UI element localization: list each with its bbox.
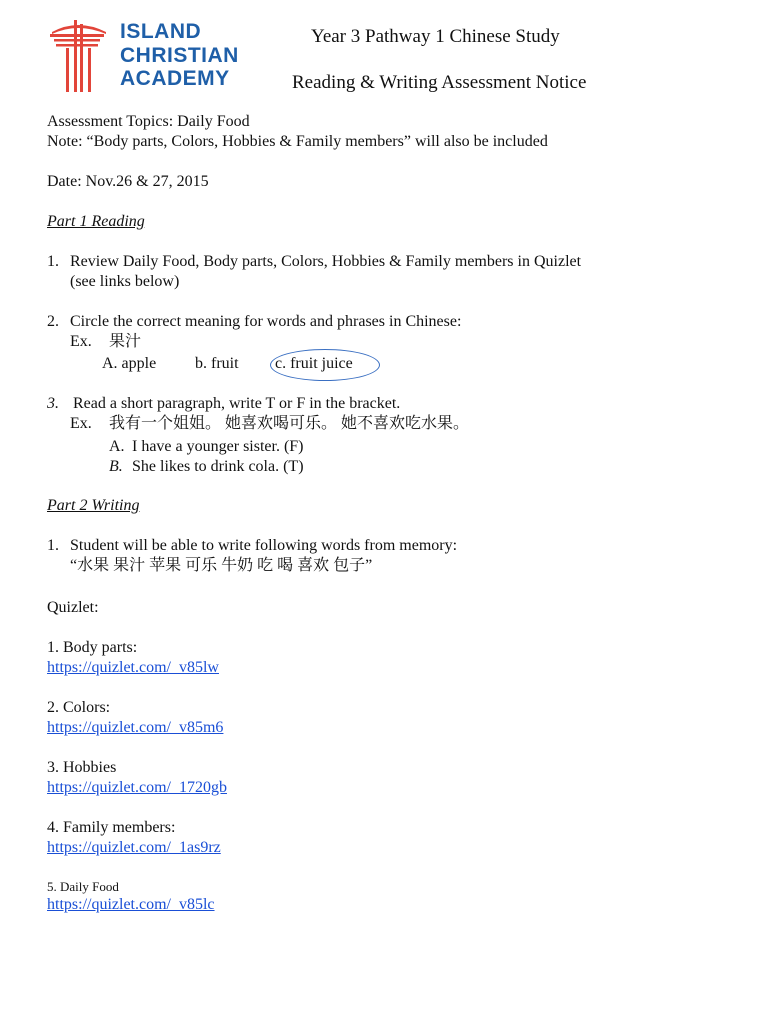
quizlet-item-label: 3. Hobbies (47, 759, 117, 776)
quizlet-item-label: 5. Daily Food (47, 879, 119, 894)
part1-heading: Part 1 Reading (47, 213, 145, 230)
quizlet-link-hobbies[interactable]: https://quizlet.com/_1720gb (47, 779, 227, 796)
answer-b-text: She likes to drink cola. (T) (132, 458, 304, 475)
option-b: b. fruit (195, 355, 239, 372)
part1-item-1-number: 1. (47, 253, 59, 270)
answer-a-text: I have a younger sister. (F) (132, 438, 304, 455)
document-subtitle: Reading & Writing Assessment Notice (292, 72, 587, 93)
document-title: Year 3 Pathway 1 Chinese Study (311, 26, 560, 47)
quizlet-item-label: 4. Family members: (47, 819, 176, 836)
assessment-date: Date: Nov.26 & 27, 2015 (47, 173, 209, 190)
part1-item-2-example-label: Ex. (70, 333, 92, 350)
part2-item-number: 1. (47, 537, 59, 554)
part1-item-3-number: 3. (47, 395, 59, 412)
part2-word-list: “水果 果汁 苹果 可乐 牛奶 吃 喝 喜欢 包子” (70, 557, 373, 574)
quizlet-link-body-parts[interactable]: https://quizlet.com/_v85lw (47, 659, 219, 676)
logo-line-2: CHRISTIAN (120, 44, 239, 67)
quizlet-link-colors[interactable]: https://quizlet.com/_v85m6 (47, 719, 224, 736)
option-c: c. fruit juice (275, 355, 353, 372)
quizlet-item-label: 2. Colors: (47, 699, 111, 716)
answer-a-letter: A. (109, 438, 125, 455)
part1-item-2-number: 2. (47, 313, 59, 330)
part1-item-2-example: 果汁 (109, 333, 142, 350)
part1-item-1-text: Review Daily Food, Body parts, Colors, Hobbies & Family members in Quizlet (70, 253, 582, 270)
assessment-note: Note: “Body parts, Colors, Hobbies & Family members” will also be included (47, 133, 548, 150)
quizlet-heading: Quizlet: (47, 599, 99, 616)
logo-line-1: ISLAND (120, 20, 202, 43)
logo-line-3: ACADEMY (120, 67, 230, 90)
part2-item-text: Student will be able to write following words from memory: (70, 537, 458, 554)
quizlet-link-daily-food[interactable]: https://quizlet.com/_v85lc (47, 896, 215, 913)
part1-item-2-text: Circle the correct meaning for words and phrases in Chinese: (70, 313, 462, 330)
quizlet-item-label: 1. Body parts: (47, 639, 138, 656)
assessment-topics: Assessment Topics: Daily Food (47, 113, 250, 130)
quizlet-link-family-members[interactable]: https://quizlet.com/_1as9rz (47, 839, 221, 856)
part1-item-3-example: 我有一个姐姐。 她喜欢喝可乐。 她不喜欢吃水果。 (109, 415, 470, 432)
part1-item-3-text: Read a short paragraph, write T or F in the bracket. (73, 395, 401, 412)
option-a: A. apple (102, 355, 157, 372)
answer-circle (270, 349, 380, 381)
part1-item-1-text-continued: (see links below) (70, 273, 180, 290)
answer-b-letter: B. (109, 458, 123, 475)
part2-heading: Part 2 Writing (47, 497, 140, 514)
cross-book-icon (48, 18, 110, 94)
part1-item-3-example-label: Ex. (70, 415, 92, 432)
